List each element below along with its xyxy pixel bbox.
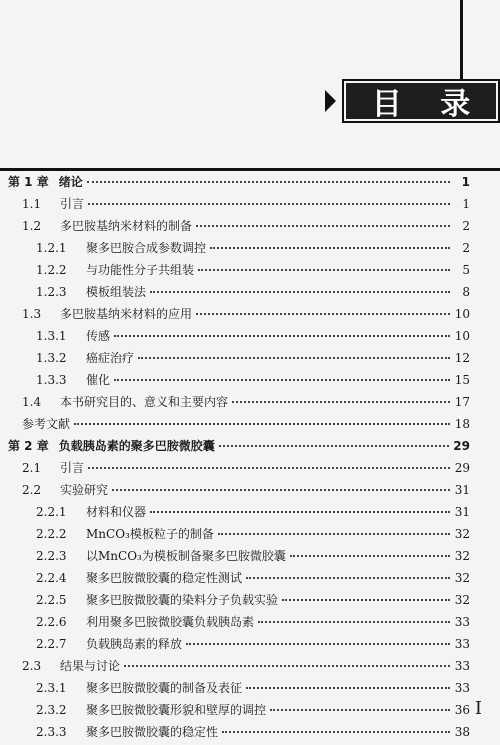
toc-entry <box>0 437 470 459</box>
toc-entry-number: 1.2.3 <box>36 285 67 299</box>
dot-leader <box>150 291 450 293</box>
toc-entry <box>0 173 470 195</box>
toc-entry-title: 聚多巴胺微胶囊的稳定性测试 <box>86 571 243 585</box>
dot-leader <box>258 621 450 623</box>
toc-entry-page: 1 <box>462 197 470 211</box>
dot-leader <box>114 335 450 337</box>
toc-entry-title: 传感 <box>86 329 111 343</box>
toc-entry-page: 5 <box>462 263 470 277</box>
toc-entry-title: 聚多巴胺微胶囊的制备及表征 <box>86 681 243 695</box>
toc-entry-number: 2.2.5 <box>36 593 67 607</box>
toc-entry-page: 10 <box>454 329 470 343</box>
dot-leader <box>222 731 450 733</box>
toc-entry <box>0 547 470 569</box>
page-number: I <box>474 698 482 719</box>
toc-entry <box>0 679 470 701</box>
toc-entry-title: 癌症治疗 <box>86 351 135 365</box>
toc-entry-title: 多巴胺基纳米材料的制备 <box>60 219 193 233</box>
toc-entry-title: MnCO₃模板粒子的制备 <box>86 527 214 541</box>
toc-entry-title: 实验研究 <box>60 483 109 497</box>
toc-entry-number: 2.3 <box>22 659 42 673</box>
toc-entry-title: 引言 <box>60 461 85 475</box>
toc-entry-page: 32 <box>454 549 470 563</box>
toc-entry-number: 2.2 <box>22 483 42 497</box>
toc-entry-title: 负载胰岛素的释放 <box>86 637 183 651</box>
toc-entry <box>0 195 470 217</box>
toc-entry <box>0 349 470 371</box>
dot-leader <box>87 181 450 183</box>
dot-leader <box>270 709 450 711</box>
toc-entry-title: 聚多巴胺微胶囊形貌和壁厚的调控 <box>86 703 267 717</box>
toc-entry-page: 33 <box>454 637 470 651</box>
contents-title-block <box>325 81 500 121</box>
dot-leader <box>124 665 450 667</box>
toc-entry-number: 第 2 章 <box>8 439 49 453</box>
dot-leader <box>196 313 450 315</box>
toc-entry-page: 2 <box>462 241 470 255</box>
dot-leader <box>246 687 450 689</box>
toc-entry-page: 32 <box>454 527 470 541</box>
toc-entry-number: 1.2.1 <box>36 241 67 255</box>
toc-entry-title: 材料和仪器 <box>86 505 147 519</box>
toc-entry-page: 8 <box>462 285 470 299</box>
dot-leader <box>88 467 450 469</box>
toc-entry-title: 本书研究目的、意义和主要内容 <box>60 395 229 409</box>
toc-entry-page: 12 <box>454 351 470 365</box>
toc-entry-number: 1.3 <box>22 307 42 321</box>
toc-entry-page: 29 <box>453 439 470 453</box>
toc-entry-number: 2.2.2 <box>36 527 67 541</box>
page-title: 目 录 <box>371 87 485 122</box>
toc-entry-number: 1.1 <box>22 197 42 211</box>
dot-leader <box>88 203 450 205</box>
toc-entry-page: 29 <box>454 461 470 475</box>
dot-leader <box>112 489 450 491</box>
dot-leader <box>114 379 450 381</box>
toc-entry-title: 以MnCO₃为模板制备聚多巴胺微胶囊 <box>86 549 286 563</box>
toc-entry-number: 1.3.2 <box>36 351 67 365</box>
toc-entry <box>0 239 470 261</box>
toc-entry <box>0 635 470 657</box>
dot-leader <box>198 269 450 271</box>
dot-leader <box>282 599 450 601</box>
toc-entry-page: 1 <box>461 175 470 189</box>
toc-entry <box>0 283 470 305</box>
toc-entry-page: 10 <box>454 307 470 321</box>
toc-entry-number: 2.2.6 <box>36 615 67 629</box>
toc-entry-title: 多巴胺基纳米材料的应用 <box>60 307 193 321</box>
toc-entry <box>0 261 470 283</box>
toc-entry-page: 32 <box>454 593 470 607</box>
toc-entry <box>0 371 470 393</box>
toc-entry-page: 31 <box>454 483 470 497</box>
toc-entry <box>0 657 470 679</box>
toc-entry <box>0 217 470 239</box>
toc-entry-page: 33 <box>454 615 470 629</box>
dot-leader <box>186 643 450 645</box>
toc-entry-number: 第 1 章 <box>8 175 49 189</box>
dot-leader <box>150 511 450 513</box>
toc-entry-page: 2 <box>462 219 470 233</box>
toc-entry <box>0 415 470 437</box>
toc-entry-title: 聚多巴胺微胶囊的稳定性 <box>86 725 219 739</box>
dot-leader <box>219 445 450 447</box>
toc-entry-number: 2.2.7 <box>36 637 67 651</box>
table-of-contents <box>0 173 470 745</box>
toc-entry-title: 绪论 <box>58 175 83 189</box>
toc-entry <box>0 305 470 327</box>
toc-entry-title: 利用聚多巴胺微胶囊负载胰岛素 <box>86 615 255 629</box>
toc-entry-title: 引言 <box>60 197 85 211</box>
dot-leader <box>246 577 450 579</box>
toc-entry <box>0 591 470 613</box>
arrow-marker-icon <box>325 90 336 112</box>
toc-entry-page: 33 <box>454 681 470 695</box>
dot-leader <box>218 533 450 535</box>
dot-leader <box>74 423 450 425</box>
toc-entry-title: 参考文献 <box>22 417 71 431</box>
dot-leader <box>138 357 450 359</box>
toc-entry-number: 2.3.1 <box>36 681 67 695</box>
toc-entry-number: 2.2.4 <box>36 571 67 585</box>
toc-entry <box>0 525 470 547</box>
contents-title-bar <box>342 79 500 123</box>
toc-entry-number: 2.2.3 <box>36 549 67 563</box>
toc-entry-number: 2.2.1 <box>36 505 67 519</box>
toc-entry-number: 1.2 <box>22 219 42 233</box>
toc-entry <box>0 723 470 745</box>
toc-entry-page: 38 <box>454 725 470 739</box>
toc-entry-title: 聚多巴胺微胶囊的染料分子负载实验 <box>86 593 279 607</box>
toc-entry-number: 1.3.3 <box>36 373 67 387</box>
dot-leader <box>196 225 450 227</box>
toc-entry-number: 2.3.2 <box>36 703 67 717</box>
toc-entry <box>0 503 470 525</box>
toc-entry <box>0 569 470 591</box>
toc-entry <box>0 459 470 481</box>
toc-entry-number: 1.3.1 <box>36 329 67 343</box>
toc-entry <box>0 393 470 415</box>
toc-entry <box>0 613 470 635</box>
toc-entry-page: 31 <box>454 505 470 519</box>
toc-entry-title: 与功能性分子共组装 <box>86 263 195 277</box>
toc-entry-title: 结果与讨论 <box>60 659 121 673</box>
dot-leader <box>290 555 450 557</box>
toc-entry-page: 32 <box>454 571 470 585</box>
dot-leader <box>210 247 450 249</box>
toc-entry-page: 18 <box>454 417 470 431</box>
dot-leader <box>232 401 450 403</box>
toc-entry-page: 36 <box>454 703 470 717</box>
toc-entry <box>0 481 470 503</box>
toc-entry-page: 17 <box>454 395 470 409</box>
toc-entry-number: 1.4 <box>22 395 42 409</box>
toc-entry-page: 15 <box>454 373 470 387</box>
toc-entry-page: 33 <box>454 659 470 673</box>
toc-entry-number: 1.2.2 <box>36 263 67 277</box>
toc-entry <box>0 327 470 349</box>
toc-entry-title: 催化 <box>86 373 111 387</box>
toc-entry-title: 模板组装法 <box>86 285 147 299</box>
toc-entry-title: 聚多巴胺合成参数调控 <box>86 241 207 255</box>
toc-entry <box>0 701 470 723</box>
toc-divider <box>0 168 500 171</box>
toc-entry-number: 2.3.3 <box>36 725 67 739</box>
toc-entry-title: 负载胰岛素的聚多巴胺微胶囊 <box>58 439 215 453</box>
toc-entry-number: 2.1 <box>22 461 42 475</box>
